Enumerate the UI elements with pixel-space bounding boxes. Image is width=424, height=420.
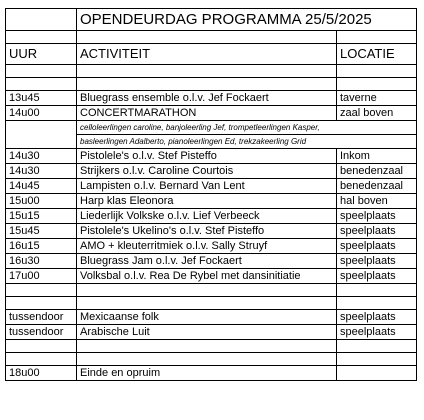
- table-row: [6, 209, 417, 224]
- table-row: [6, 164, 417, 179]
- time-cell: 16u30: [6, 254, 77, 269]
- time-cell: 15u45: [6, 224, 77, 239]
- activity-cell: Liederlijk Volkske o.l.v. Lief Verbeeck: [77, 209, 337, 224]
- location-cell: speelplaats: [337, 269, 417, 284]
- time-cell: 16u15: [6, 239, 77, 254]
- location-cell: speelplaats: [337, 310, 417, 325]
- table-row: [6, 194, 417, 209]
- location-cell: benedenzaal: [337, 179, 417, 194]
- activity-cell: Lampisten o.l.v. Bernard Van Lent: [77, 179, 337, 194]
- header-time: UUR: [6, 44, 77, 65]
- blank-cell: [6, 9, 77, 31]
- activity-cell: Mexicaanse folk: [77, 310, 337, 325]
- activity-cell: AMO + kleuterritmiek o.l.v. Sally Struyf: [77, 239, 337, 254]
- blank-row: [6, 31, 417, 44]
- location-cell: speelplaats: [337, 325, 417, 340]
- header-row: [6, 44, 417, 65]
- time-cell: 14u30: [6, 149, 77, 164]
- location-cell: [337, 366, 417, 381]
- programme-title: OPENDEURDAG PROGRAMMA 25/5/2025: [77, 9, 417, 31]
- header-activity: ACTIVITEIT: [77, 44, 337, 65]
- programme-table: [5, 8, 417, 381]
- time-cell: 14u00: [6, 106, 77, 121]
- blank-row: [6, 78, 417, 91]
- title-row: [6, 9, 417, 31]
- table-row: [6, 239, 417, 254]
- note-row: [6, 135, 417, 149]
- time-cell: 15u00: [6, 194, 77, 209]
- activity-cell: Einde en opruim: [77, 366, 337, 381]
- table-row: [6, 224, 417, 239]
- blank-row: [6, 284, 417, 297]
- time-cell: 18u00: [6, 366, 77, 381]
- blank-row: [6, 65, 417, 78]
- time-cell: tussendoor: [6, 310, 77, 325]
- note-row: [6, 121, 417, 135]
- location-cell: hal boven: [337, 194, 417, 209]
- table-row: [6, 179, 417, 194]
- table-row: [6, 366, 417, 381]
- activity-cell: CONCERTMARATHON: [77, 106, 337, 121]
- table-row: [6, 254, 417, 269]
- table-row: [6, 149, 417, 164]
- time-cell: 13u45: [6, 91, 77, 106]
- blank-row: [6, 297, 417, 310]
- table-row: [6, 325, 417, 340]
- table-row: [6, 310, 417, 325]
- activity-cell: Bluegrass Jam o.l.v. Jef Fockaert: [77, 254, 337, 269]
- activity-cell: Arabische Luit: [77, 325, 337, 340]
- activity-cell: Strijkers o.l.v. Caroline Courtois: [77, 164, 337, 179]
- time-cell: 14u45: [6, 179, 77, 194]
- activity-cell: Bluegrass ensemble o.l.v. Jef Fockaert: [77, 91, 337, 106]
- location-cell: speelplaats: [337, 254, 417, 269]
- activity-cell: Harp klas Eleonora: [77, 194, 337, 209]
- location-cell: benedenzaal: [337, 164, 417, 179]
- table-row: [6, 91, 417, 106]
- activity-cell: Pistolele's Ukelino's o.l.v. Stef Pisteffo: [77, 224, 337, 239]
- time-cell: 14u30: [6, 164, 77, 179]
- blank-row: [6, 353, 417, 366]
- activity-cell: Pistolele's o.l.v. Stef Pisteffo: [77, 149, 337, 164]
- location-cell: speelplaats: [337, 209, 417, 224]
- time-cell: 17u00: [6, 269, 77, 284]
- note-cell: celloleerlingen caroline, banjoleerling Jef, trompetleerlingen Kasper,: [77, 121, 417, 135]
- location-cell: speelplaats: [337, 224, 417, 239]
- time-cell: tussendoor: [6, 325, 77, 340]
- blank-row: [6, 340, 417, 353]
- header-location: LOCATIE: [337, 44, 417, 65]
- location-cell: speelplaats: [337, 239, 417, 254]
- location-cell: taverne: [337, 91, 417, 106]
- activity-cell: Volksbal o.l.v. Rea De Rybel met dansinitiatie: [77, 269, 337, 284]
- time-cell: 15u15: [6, 209, 77, 224]
- note-cell: basleerlingen Adalberto, pianoleerlingen Ed, trekzakeerling Grid: [77, 135, 417, 149]
- location-cell: Inkom: [337, 149, 417, 164]
- location-cell: zaal boven: [337, 106, 417, 121]
- table-row: [6, 269, 417, 284]
- table-row: [6, 106, 417, 121]
